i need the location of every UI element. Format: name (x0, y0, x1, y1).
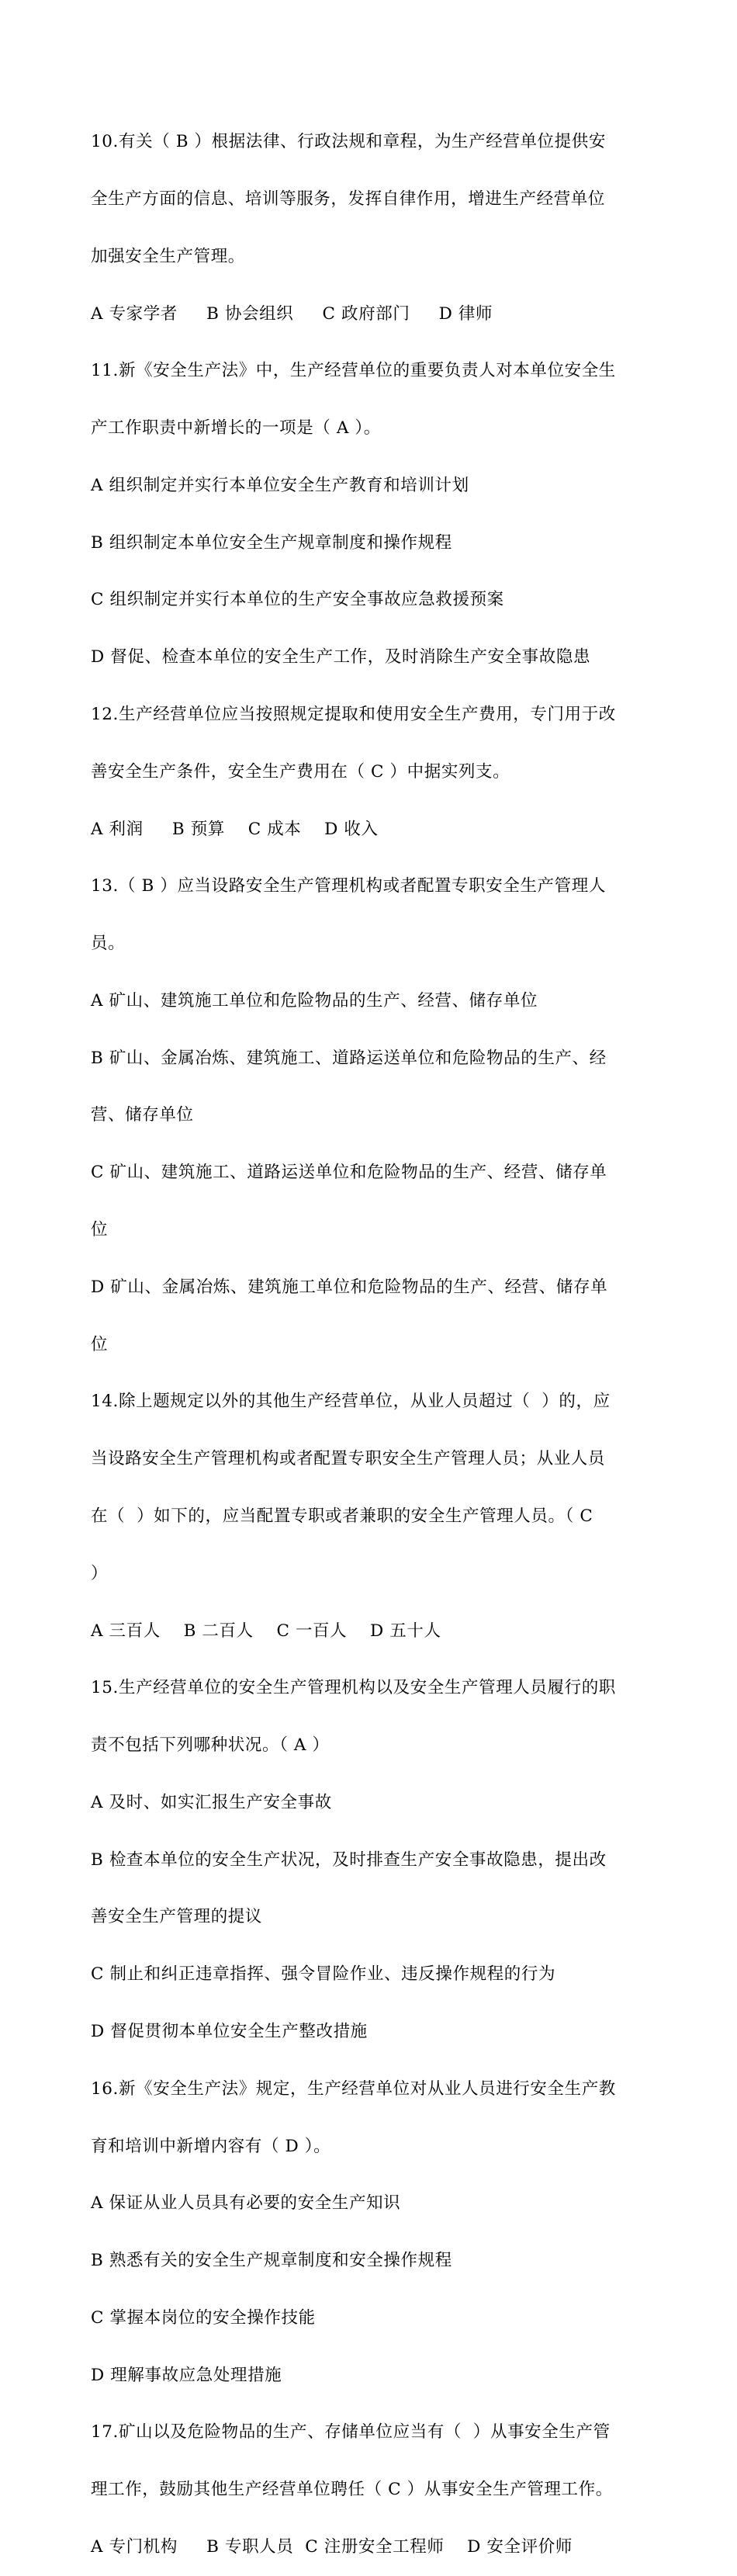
text-line: 加强安全生产管理。 (91, 246, 245, 266)
text-line: 13.（ B ）应当设路安全生产管理机构或者配置专职安全生产管理人 (91, 876, 606, 896)
text-line: 员。 (91, 934, 126, 954)
text-line: 全生产方面的信息、培训等服务，发挥自律作用，增进生产经营单位 (91, 189, 606, 209)
text-line: 当设路安全生产管理机构或者配置专职安全生产管理人员；从业人员 (91, 1449, 606, 1469)
text-line: A 及时、如实汇报生产安全事故 (91, 1792, 332, 1812)
text-line: D 矿山、金属冶炼、建筑施工单位和危险物品的生产、经营、储存单 (91, 1277, 608, 1297)
text-line: 17.矿山以及危险物品的生产、存储单位应当有（ ）从事安全生产管 (91, 2422, 611, 2443)
text-line: B 组织制定本单位安全生产规章制度和操作规程 (91, 532, 452, 553)
text-line: 善安全生产条件，安全生产费用在（ C ）中据实列支。 (91, 761, 510, 782)
text-line: A 保证从业人员具有必要的安全生产知识 (91, 2193, 401, 2214)
text-line: 善安全生产管理的提议 (91, 1907, 263, 1927)
text-line: A 利润 B 预算 C 成本 D 收入 (91, 819, 379, 839)
text-line: D 理解事故应急处理措施 (91, 2365, 282, 2385)
text-line: 育和培训中新增内容有（ D ）。 (91, 2136, 331, 2156)
text-line: 14.除上题规定以外的其他生产经营单位，从业人员超过（ ）的，应 (91, 1392, 611, 1412)
text-line: 在（ ）如下的，应当配置专职或者兼职的安全生产管理人员。（ C (91, 1506, 593, 1526)
text-line: C 制止和纠正违章指挥、强令冒险作业、违反操作规程的行为 (91, 1964, 556, 1985)
text-line: 产工作职责中新增长的一项是（ A ）。 (91, 418, 381, 439)
text-line: 责不包括下列哪种状况。（ A ） (91, 1735, 330, 1756)
text-line: B 矿山、金属冶炼、建筑施工、道路运送单位和危险物品的生产、经 (91, 1048, 607, 1068)
text-line: B 熟悉有关的安全生产规章制度和安全操作规程 (91, 2251, 452, 2271)
document-body (91, 95, 661, 2576)
text-line: 理工作，鼓励其他生产经营单位聘任（ C ）从事安全生产管理工作。 (91, 2480, 613, 2500)
text-line: 15.生产经营单位的安全生产管理机构以及安全生产管理人员履行的职 (91, 1678, 616, 1698)
text-line: D 督促、检查本单位的安全生产工作，及时消除生产安全事故隐患 (91, 647, 591, 667)
text-line: B 检查本单位的安全生产状况，及时排查生产安全事故隐患，提出改 (91, 1850, 607, 1870)
text-line: 12.生产经营单位应当按照规定提取和使用安全生产费用，专门用于改 (91, 705, 616, 724)
text-line: A 专家学者 B 协会组织 C 政府部门 D 律师 (91, 303, 493, 324)
text-line: D 督促贯彻本单位安全生产整改措施 (91, 2021, 368, 2041)
text-line: 10.有关（ B ）根据法律、行政法规和章程，为生产经营单位提供安 (91, 132, 606, 152)
text-line: 11.新《安全生产法》中，生产经营单位的重要负责人对本单位安全生 (91, 361, 616, 381)
text-line: 位 (91, 1220, 109, 1240)
text-line: A 三百人 B 二百人 C 一百人 D 五十人 (91, 1621, 441, 1641)
text-line: A 专门机构 B 专职人员 C 注册安全工程师 D 安全评价师 (91, 2537, 573, 2557)
text-line: A 矿山、建筑施工单位和危险物品的生产、经营、储存单位 (91, 990, 538, 1011)
text-line: 营、储存单位 (91, 1105, 194, 1125)
text-line: ） (91, 1563, 109, 1583)
text-line: C 组织制定并实行本单位的生产安全事故应急救援预案 (91, 590, 504, 610)
text-line: 位 (91, 1334, 109, 1354)
text-line: C 矿山、建筑施工、道路运送单位和危险物品的生产、经营、储存单 (91, 1163, 607, 1183)
text-line: C 掌握本岗位的安全操作技能 (91, 2307, 316, 2328)
text-line: 16.新《安全生产法》规定，生产经营单位对从业人员进行安全生产教 (91, 2078, 616, 2099)
text-line: A 组织制定并实行本单位安全生产教育和培训计划 (91, 475, 469, 495)
